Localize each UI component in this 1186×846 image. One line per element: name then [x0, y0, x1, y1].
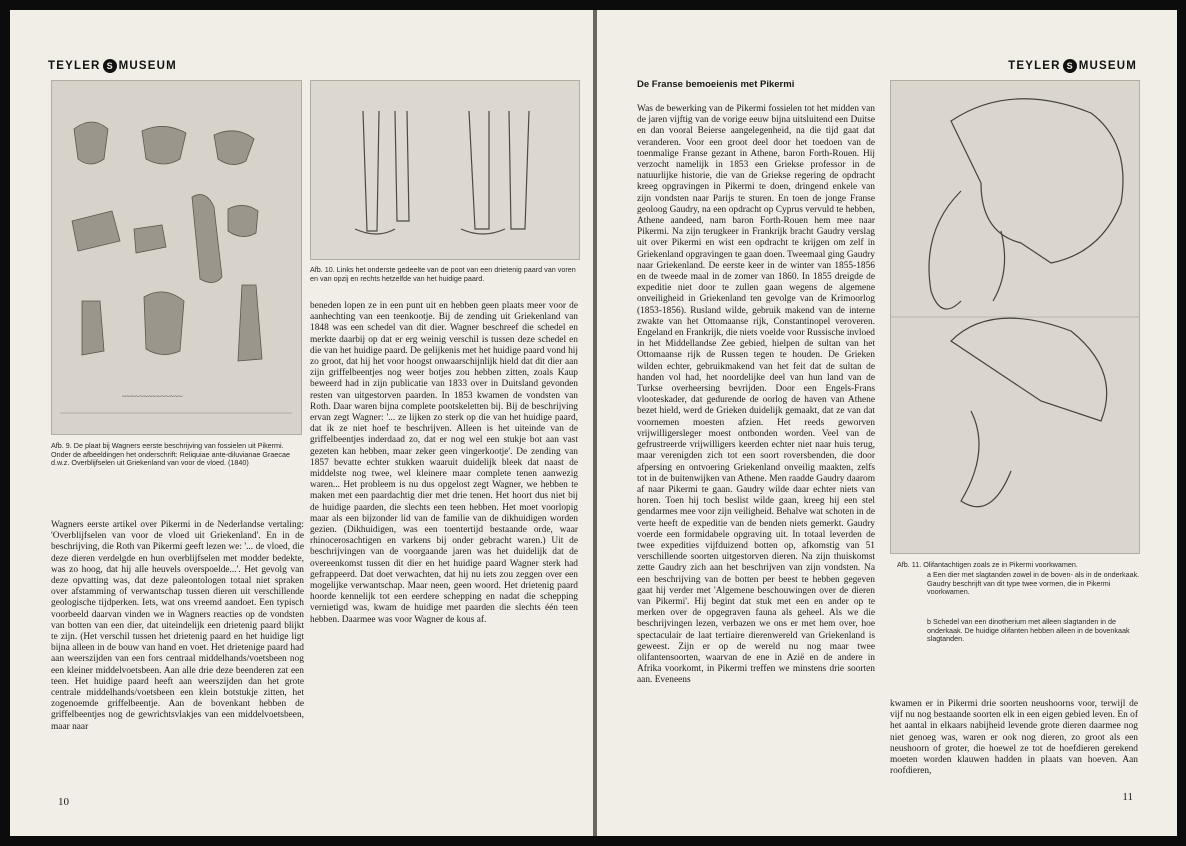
fig11-b: b Schedel van een dinotherium met alleen slagtanden in de onderkaak. De huidige olifanten hebben alleen in de bovenkaak slagtanden.	[927, 617, 1130, 644]
left-page	[10, 10, 593, 836]
left-column-2	[310, 301, 578, 626]
left-column-1	[51, 520, 304, 733]
masthead-text: TEYLER	[1008, 60, 1061, 72]
page-number-right: 11	[1122, 791, 1133, 803]
masthead-text: TEYLER	[48, 60, 101, 72]
body-text: Was de bewerking van de Pikermi fossielen tot het midden van de jaren vijftig van de vorige eeuw bijna uitsluitend een Duitse en dan vooral Beierse aangelegenheid, na die tijd gaat dat veranderen. Voor een groot deel door het toedoen van de toenmalige Franse gezant in Athene, baron Forth-Rouen. Hij verzocht namelijk in 1853 een Griekse professor in de natuurlijke historie, die van de Griekse regering de opdracht kreeg opgravingen in Pikermi te doen, dringend enkele van zijn vondsten naar Parijs te sturen. En toen de jonge Franse geoloog Gaudry, na een opdracht op Cyprus vervuld te hebben, Athene aandeed, nam baron Forth-Rouen hem mee naar Pikermi. Na zijn terugkeer in Frankrijk bracht Gaudry verslag uit over Pikermi en wist een opdracht te krijgen om zelf in Griekenland opgravingen te gaan doen. Tweemaal ging Gaudry naar Griekenland. De eerste keer in de winter van 1855-1856 en de tweede maal in de zomer van 1860. In 1855 dreigde de expeditie niet door te zullen gaan wegens de algemene onveiligheid in Griekenland ten gevolge van de Krimoorlog (1853-1856). Rusland wilde, gebruik makend van de interne zwakte van het Ottomaanse rijk, Constantinopel veroveren. Engeland en Frankrijk, die niets voelde voor Russische invloed in het Middellandse Zee gebied, hielpen de sultan van het Ottomaanse rijk de Russen tegen te houden. De Grieken wilden echter, gebruikmakend van het feit dat de sultan de handen vol had, het noordelijke deel van hun land van de Turkse overheersing bevrijden. Door een Engels-Frans vlooteskader, dat gedurende de oorlog de haven van Athene bezet hield, werd de Grieken duidelijk gemaakt, dat ze van dat voornemen moesten afzien. Het reeds geworven vrijwilligersleger moest ontbonden worden. Veel van de gefrustreerde vrijwilligers keerden echter niet naar huis terug, maar verenigden zich tot een soort roversbenden, die door afpersing en ontvoering Griekenland onveilig maakten, zelfs tot in de buitenwijken van Athene. Men raadde Gaudry daarom af naar Pikermi te gaan. Gaudry wilde daar echter niets van horen. Toen hij toch beslist wilde gaan, kreeg hij een stel gendarmes mee voor zijn veiligheid. Behalve wat schoten in de verte heeft de expeditie van de benden niets gemerkt. Gaudry voerde een formidabele opgraving uit. In totaal leverden de twee expedities vijfduizend botten op, afkomstig van 51 verschillende soorten uitgestorven dieren. Na zijn thuiskomst zette Gaudry zich aan het beschrijven van zijn vondsten. Na een beschrijving van de botten per beest te hebben gegeven gaat hij verder met 'Algemene beschouwingen over de dieren van Pikermi'. Hij begint dat stuk met een en ander op te merken over de opgegraven fauna als geheel. Als we die beschrijvingen lezen, verbazen we ons er met hem over, hoe spectaculair de laat tertiaire dierenwereld van Griekenland is geweest. Zijn er op de wereld nu nog maar twee olifantensoorten, waarvan de ene in Azië en de andere in Afrika voorkomt, in Pikermi treffen we minstens drie soorten aan. Eveneens	[637, 104, 875, 686]
body-text: kwamen er in Pikermi drie soorten neushoorns voor, terwijl de vijf nu nog bestaande soorten elk in een eigen gebied leven. En of het aantal in elkaars nabijheid levende grote dieren daarmee nog niet genoeg was, waren er ook nog dieren, zo groot als een neushoorn of groter, die hoewel ze tot de hoefdieren gerekend moeten worden klauwen hadden in plaats van hoeven. Aan roofdieren,	[890, 699, 1138, 777]
masthead-text: MUSEUM	[1078, 60, 1137, 72]
horse-leg-icon	[310, 80, 580, 260]
fig11-title: Afb. 11. Olifantachtigen zoals ze in Pikermi voorkwamen.	[897, 560, 1078, 569]
masthead-right	[1008, 59, 1137, 73]
fig10-caption: Afb. 10. Links het onderste gedeelte van de poot van een drietenig paard van voren en van opzij en rechts hetzelfde van het huidige paard.	[310, 265, 576, 283]
page-number-left: 10	[58, 796, 69, 808]
fig11-a: a Een dier met slagtanden zowel in de boven- als in de onderkaak. Gaudry beschrijft van dit type twee vormen, die in Pikermi voorkwamen.	[927, 570, 1140, 597]
right-column-1	[637, 104, 875, 687]
fossil-plate-icon	[51, 80, 302, 435]
fig9-caption: Afb. 9. De plaat bij Wagners eerste beschrijving van fossielen uit Pikermi. Onder de afbeeldingen het onderschrift: Reliquiae ante-diluvianae Graecae d.w.z. Overblijfselen uit Griekenland van voor de vloed. (1840)	[51, 441, 290, 468]
masthead-left	[48, 59, 177, 73]
elephant-skull-icon	[890, 80, 1140, 554]
museum-logo-icon: S	[1063, 59, 1077, 73]
body-text: Wagners eerste artikel over Pikermi in de Nederlandse vertaling: 'Overblijfselen van voor de vloed uit Griekenland'. En in de beschrijving, die Roth van Pikermi geeft lezen we: '... de vloed, die deze dieren verdelgde en hun overblijfselen met modder bedekte, was zo hoog, dat hij alle heuvels overspoelde...'. Het gevolg van deze opvatting was, dat deze paleontologen totaal niet spraken over afstamming of verwantschap tussen dieren uit verschillende geologische tijdperken. Iets, wat ons vreemd aandoet. Een typisch voorbeeld daarvan vinden we in Wagners reacties op de vondsten van botten van een dier, dat uiteindelijk een drietenig paard blijkt te zijn. (Het verschil tussen het drietenig paard en het huidige ligt bijna alleen in de bouw van hand en voet. Het drietenige paard had aan weerszijden van een fors centraal middelhands/voetsbeen nog een kleiner middelvoetsbeen. Aan alle drie deze beenderen zat een teen. Het huidige paard heeft aan weerszijden dan het grote centrale middelhands/voetsbeen een klein botstukje zitten, het zogenoemde griffelbeentje. Aan de bovenkant hebben de griffelbeentjes nog de gewrichtsvlakjes van een middelvoetsbeen, maar naar	[51, 520, 304, 732]
svg-text:~~~~~~~~~~~~~~: ~~~~~~~~~~~~~~	[122, 392, 183, 401]
right-column-2	[890, 699, 1138, 777]
right-page	[597, 10, 1177, 836]
body-text: beneden lopen ze in een punt uit en hebben geen plaats meer voor de aanhechting van een teenkootje. Bij de zending uit Griekenland van 1848 was een schedel van dit dier. Wagner beschreef die schedel en merkte daarbij op dat er erg weinig verschil is tussen deze schedel en die van het huidige paard. De gelijkenis met het huidige paard vond hij zo groot, dat hij het voor hoogst onwaarschijnlijk hield dat dit dier aan zijn griffelbeentjes nog weer botjes zou hebben zitten, zoals Kaup beweerd had in zijn publicatie van 1833 over in Duitsland gevonden resten van uitgestorven paarden. In 1853 kwamen de vondsten van Roth. Daar waren bijna complete pootskeletten bij. Bij de beschrijving ervan zegt Wagner: '... ze lijken zo sterk op die van het huidige paard, dat ik ze niet hoef te beschrijven. Alleen is het uiteinde van de griffelbeentjes inderdaad zo, dat er nog wel een stukje bot aan vast gezeten kan hebben, maar zeker geen vingerkootje'. De zending van 1857 bevatte echter stukken waaruit duidelijk bleek dat naast de middelste nog twee, wel kleinere maar complete tenen aanwezig waren... Het probleem is nu dus opgelost zegt Wagner, we hebben te maken met een paardachtig dier met drie tenen. Het hoort dus niet bij de huidige paarden, die slechts een teen hebben. Het moet voorlopig maar als een bijzonder lid van de familie van de dikhuidigen worden gezien. (Dikhuidigen, was een toentertijd bestaande orde, waar rhinocerosachtigen en varkens bij onder gebracht waren.) Uit de beschrijvingen van de voorgaande jaren was het duidelijk dat de overeenkomst tussen dit dier en het huidige paard Wagner sterk had gefrappeerd. Dat doet verwachten, dat hij nu iets zou zeggen over een mogelijke verwantschap. Maar neen, geen woord. Het drietenig paard hoorde kennelijk tot een eerdere schepping en nadat die schepping vernietigd was, kwam de huidige met paarden die slechts één teen hebben. Daarmee was voor Wagner de kous af.	[310, 301, 578, 625]
masthead-text: MUSEUM	[118, 60, 177, 72]
section-heading: De Franse bemoeienis met Pikermi	[637, 79, 795, 90]
museum-logo-icon: S	[103, 59, 117, 73]
